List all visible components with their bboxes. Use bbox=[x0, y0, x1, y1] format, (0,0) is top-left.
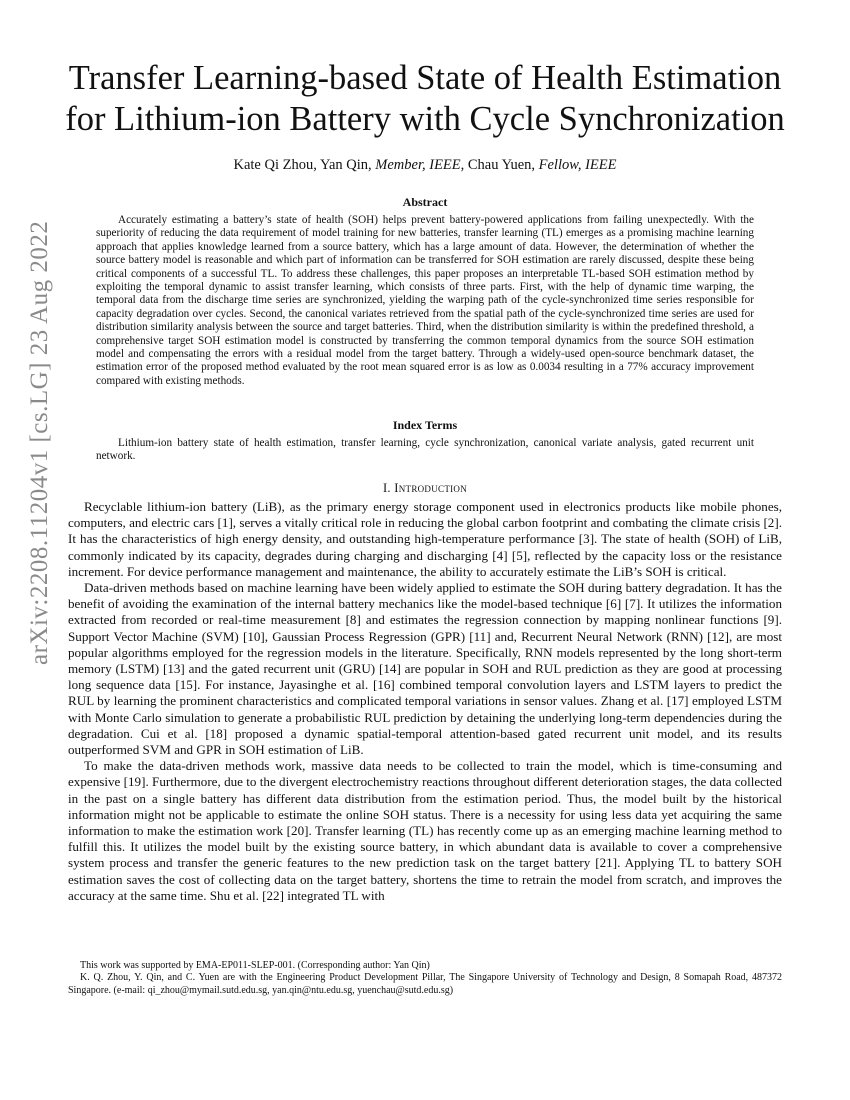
footnote-affiliation: K. Q. Zhou, Y. Qin, and C. Yuen are with the Engineering Product Development Pillar, The Singapore University of Technology and Design, 8 Somapah Road, 487372 Singapore. (e-mail: qi_zhou@mymail.sutd.edu.sg, yan.qin@ntu.edu.sg, yuenchau@sutd.edu.sg) bbox=[68, 972, 782, 996]
paper-title: Transfer Learning-based State of Health Estimation for Lithium-ion Battery with Cycle Synchronization bbox=[65, 59, 785, 138]
abstract-text: Accurately estimating a battery’s state of health (SOH) helps prevent battery-powered applications from failing unexpectedly. With the superiority of reducing the data requirement of model training for new batteries, transfer learning (TL) emerges as a promising machine learning approach that applies knowledge learned from a source battery, which has a large amount of data. However, the determination of whether the source battery model is reasonable and which part of information can be transferred for SOH estimation are rarely discussed, despite these being critical components of a successful TL. To address these challenges, this paper proposes an interpretable TL-based SOH estimation method by exploiting the temporal dynamic to assist transfer learning, which consists of three parts. First, with the help of dynamic time warping, the temporal data from the discharge time series are synchronized, yielding the warping path of the cycle-synchronized time series responsible for capacity degradation over cycles. Second, the canonical variates retrieved from the spatial path of the cycle-synchronized time series are used for distribution similarity analysis between the source and target batteries. Third, when the distribution similarity is within the predefined threshold, a comprehensive target SOH estimation model is constructed by transferring the common temporal dynamics from the source SOH estimation model and compensating the errors with a residual model from the target battery. Through a widely-used open-source benchmark dataset, the estimation error of the proposed method evaluated by the root mean squared error is as low as 0.0034 resulting in a 77% accuracy improvement compared with existing methods. bbox=[96, 214, 754, 387]
introduction-body bbox=[68, 499, 782, 904]
author-names: Kate Qi Zhou, Yan Qin, bbox=[233, 157, 376, 173]
author-role-yuen: Fellow, IEEE bbox=[538, 157, 617, 173]
author-line bbox=[60, 156, 790, 174]
section-heading-introduction: I. Introduction bbox=[382, 481, 468, 495]
abstract-heading: Abstract bbox=[402, 195, 448, 209]
intro-paragraph: Recyclable lithium-ion battery (LiB), as the primary energy storage component used in electronics products like mobile phones, computers, and electric cars [1], serves a vitally critical role in reducing the global carbon footprint and combating the climate crisis [2]. It has the characteristics of high energy density, and outstanding high-temperature performance [3]. The state of health (SOH) of LiB, commonly indicated by its capacity, degrades during charging and discharging [4] [5], reflected by the capacity loss or the resistance increment. For device performance management and maintenance, the ability to accurately estimate the LiB’s SOH is critical. bbox=[68, 499, 782, 579]
intro-paragraph: Data-driven methods based on machine learning have been widely applied to estimate the SOH during battery degradation. It has the benefit of avoiding the examination of the internal battery mechanics like the model-based technique [6] [7]. It utilizes the information extracted from recorded or real-time measurement [8] and estimates the regression connection by mapping nonlinear functions [9]. Support Vector Machine (SVM) [10], Gaussian Process Regression (GPR) [11] and, Recurrent Neural Network (RNN) [12], are most popular algorithms employed for the regression models in the literature. Specifically, RNN models represented by the long short-term memory (LSTM) [13] and the gated recurrent unit (GRU) [14] are popular in SOH and RUL prediction as they are good at processing long sequence data [15]. For instance, Jayasinghe et al. [16] combined temporal convolution layers and LSTM layers to predict the RUL by learning the prominent characteristics and complicated temporal variations in sensor values. Zhang et al. [17] employed LSTM with Monte Carlo simulation to generate a probabilistic RUL prediction by detaining the underlying long-term dependencies during the degradation. Cui et al. [18] proposed a dynamic spatial-temporal attention-based gated recurrent unit model, and its results outperformed SVM and GPR in SOH estimation of LiB. bbox=[68, 580, 782, 758]
footnote-funding: This work was supported by EMA-EP011-SLEP-001. (Corresponding author: Yan Qin) bbox=[80, 960, 430, 971]
author-role-qin: Member, IEEE, bbox=[375, 157, 465, 173]
author-name-yuen: Chau Yuen, bbox=[464, 157, 539, 173]
index-terms-heading: Index Terms bbox=[392, 418, 458, 432]
intro-paragraph: To make the data-driven methods work, massive data needs to be collected to train the model, which is time-consuming and expensive [19]. Furthermore, due to the divergent electrochemistry reactions throughout different deterioration stages, the data collected in the past on a single battery has different data distribution from the estimation period. Thus, the model built by the historical information might not be applicable to estimate the online SOH status. There is a necessity for using less data yet acquiring the same information to make the estimation work [20]. Transfer learning (TL) has recently come up as an emerging machine learning method to fulfill this. It utilizes the model built by the existing source battery, in which abundant data is available to cover a comprehensive system process and transfer the generic features to the new prediction task on the target battery [21]. Applying TL to battery SOH estimation saves the cost of collecting data on the target battery, shortens the time to retrain the model from scratch, and improves the accuracy at the same time. Shu et al. [22] integrated TL with bbox=[68, 758, 782, 903]
index-terms-text: Lithium-ion battery state of health estimation, transfer learning, cycle synchronization, canonical variate analysis, gated recurrent unit network. bbox=[96, 437, 754, 463]
arxiv-identifier: arXiv:2208.11204v1 [cs.LG] 23 Aug 2022 bbox=[26, 220, 53, 665]
footnotes bbox=[68, 960, 782, 997]
